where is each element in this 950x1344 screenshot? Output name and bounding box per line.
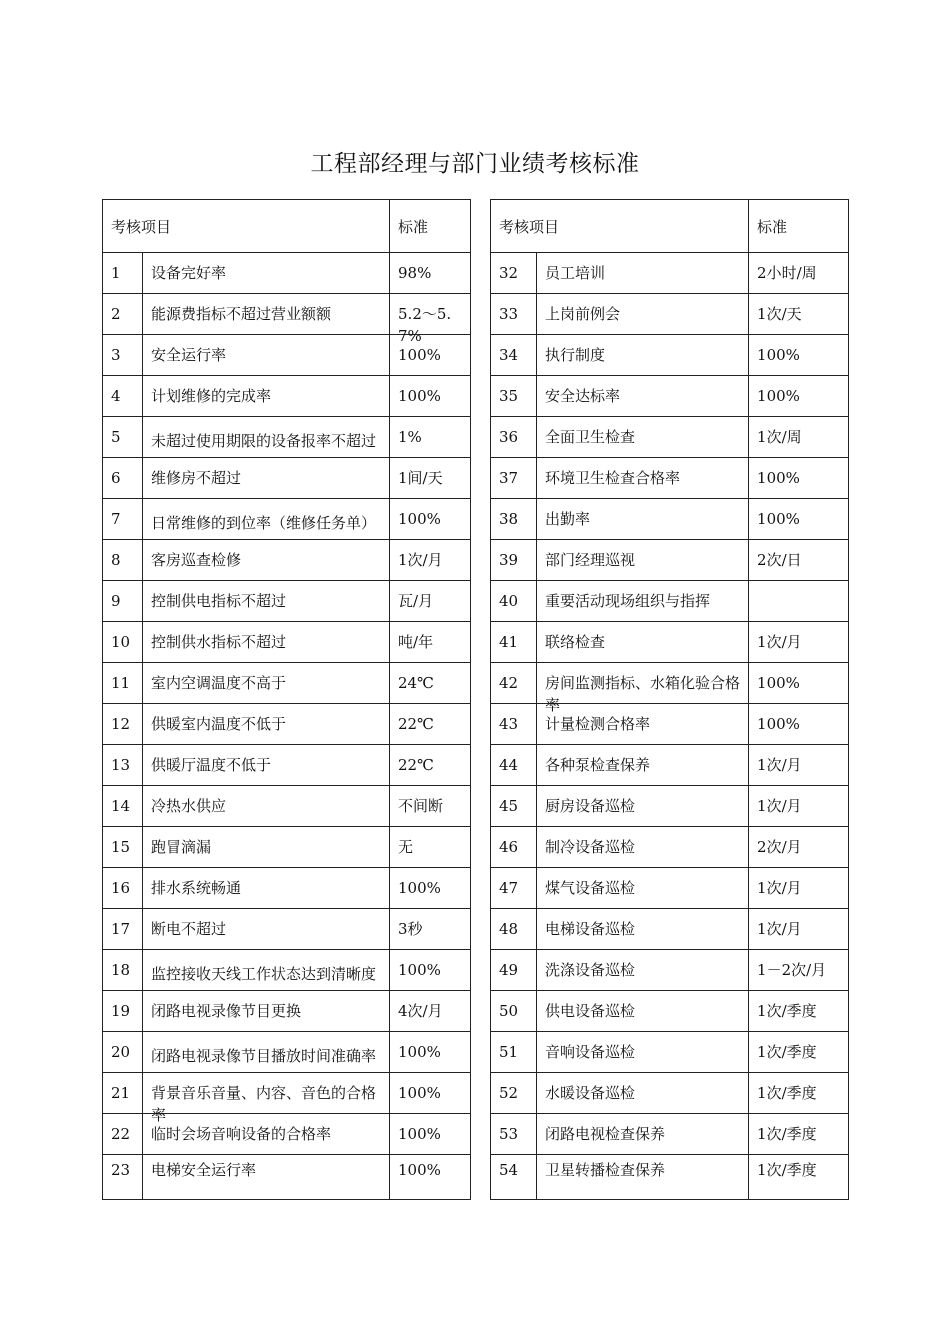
row-left-standard-text: 100%	[398, 961, 441, 979]
row-left-number	[103, 622, 143, 663]
row-left-item-text: 背景音乐音量、内容、音色的合格率	[151, 1084, 377, 1124]
row-right-number	[491, 499, 537, 540]
row-right-item	[537, 540, 749, 581]
row-right-item-text: 上岗前例会	[545, 305, 621, 323]
row-left-number	[103, 376, 143, 417]
row-left-item-text: 未超过使用期限的设备报率不超过	[151, 432, 377, 450]
row-right-standard-text: 1次/季度	[757, 1125, 817, 1143]
row-left-number-text: 3	[111, 346, 121, 364]
row-right-standard-text: 100%	[757, 510, 800, 528]
row-right-standard-text: 1次/周	[757, 428, 802, 446]
row-right-number	[491, 376, 537, 417]
row-left-number	[103, 581, 143, 622]
row-right-item-text: 闭路电视检查保养	[545, 1125, 666, 1143]
row-left-standard-text: 100%	[398, 879, 441, 897]
row-right-number-text: 47	[499, 879, 519, 897]
row-left-standard-text: 吨/年	[398, 633, 434, 651]
row-right-item-text: 部门经理巡视	[545, 551, 636, 569]
row-right-standard	[749, 909, 849, 950]
row-right-standard-text: 1次/季度	[757, 1161, 817, 1179]
row-right-item	[537, 1155, 749, 1200]
row-left-standard-text: 1%	[398, 428, 422, 446]
row-right-item	[537, 622, 749, 663]
row-right-item-text: 联络检查	[545, 633, 606, 651]
row-left-number-text: 18	[111, 961, 131, 979]
row-right-number-text: 32	[499, 264, 519, 282]
row-right-item	[537, 991, 749, 1032]
row-left-standard	[390, 622, 471, 663]
row-right-item-text: 员工培训	[545, 264, 606, 282]
row-right-number	[491, 704, 537, 745]
row-right-number	[491, 1155, 537, 1200]
row-left-standard	[390, 1073, 471, 1114]
row-left-number-text: 7	[111, 510, 121, 528]
row-left-number	[103, 950, 143, 991]
row-left-number-text: 8	[111, 551, 121, 569]
row-left-item	[143, 786, 390, 827]
row-right-item	[537, 1073, 749, 1114]
row-right-number-text: 33	[499, 305, 519, 323]
row-right-number	[491, 1073, 537, 1114]
row-left-item-text: 供暖厅温度不低于	[151, 756, 272, 774]
row-right-standard-text: 100%	[757, 674, 800, 692]
row-left-item-text: 日常维修的到位率（维修任务单）	[151, 514, 377, 532]
row-left-item	[143, 909, 390, 950]
row-right-number-text: 51	[499, 1043, 519, 1061]
row-left-standard	[390, 868, 471, 909]
row-right-number	[491, 991, 537, 1032]
row-right-standard-text: 1次/月	[757, 756, 802, 774]
row-right-standard-text: 100%	[757, 469, 800, 487]
row-left-standard-text: 5.2～5.7%	[398, 305, 452, 345]
row-left-number	[103, 1155, 143, 1200]
row-left-item	[143, 458, 390, 499]
row-right-number-text: 39	[499, 551, 519, 569]
row-left-item-text: 控制供水指标不超过	[151, 633, 287, 651]
row-left-number-text: 5	[111, 428, 121, 446]
row-left-standard-text: 3秒	[398, 920, 423, 938]
row-left-standard-text: 100%	[398, 1084, 441, 1102]
row-left-item	[143, 294, 390, 335]
row-right-number	[491, 581, 537, 622]
table-body	[103, 200, 849, 1200]
header-right-standard: 标准	[749, 200, 849, 253]
row-right-standard-text: 1次/天	[757, 305, 802, 323]
row-right-item	[537, 458, 749, 499]
row-left-standard-text: 不间断	[398, 797, 444, 815]
row-right-standard	[749, 1155, 849, 1200]
kpi-standards-table	[102, 199, 849, 1200]
row-left-standard-text: 100%	[398, 1043, 441, 1061]
row-left-item-text: 监控接收天线工作状态达到清晰度	[151, 965, 377, 983]
row-left-standard-text: 22℃	[398, 715, 434, 733]
row-right-number-text: 42	[499, 674, 519, 692]
row-right-number-text: 40	[499, 592, 519, 610]
row-left-standard-text: 无	[398, 838, 414, 856]
row-right-standard-text: 1次/月	[757, 633, 802, 651]
row-right-number	[491, 335, 537, 376]
header-left-standard: 标准	[390, 200, 471, 253]
row-right-number	[491, 786, 537, 827]
row-right-number-text: 50	[499, 1002, 519, 1020]
row-left-standard	[390, 745, 471, 786]
row-right-standard	[749, 663, 849, 704]
row-left-standard	[390, 1114, 471, 1155]
row-left-standard	[390, 991, 471, 1032]
row-right-number-text: 49	[499, 961, 519, 979]
row-right-number	[491, 1032, 537, 1073]
row-left-item-text: 冷热水供应	[151, 797, 227, 815]
row-right-item-text: 洗涤设备巡检	[545, 961, 636, 979]
row-left-number-text: 12	[111, 715, 131, 733]
row-right-item	[537, 1114, 749, 1155]
row-right-item-text: 安全达标率	[545, 387, 621, 405]
row-left-item	[143, 540, 390, 581]
row-left-standard-text: 22℃	[398, 756, 434, 774]
row-right-standard	[749, 253, 849, 294]
row-left-number	[103, 786, 143, 827]
row-right-standard	[749, 581, 849, 622]
row-left-standard-text: 100%	[398, 510, 441, 528]
row-left-item-text: 客房巡查检修	[151, 551, 242, 569]
row-left-standard	[390, 253, 471, 294]
row-right-item	[537, 581, 749, 622]
row-right-standard-text: 2次/月	[757, 838, 802, 856]
row-right-standard-text: 2小时/周	[757, 264, 817, 282]
row-right-standard-text: 1次/季度	[757, 1043, 817, 1061]
row-left-standard	[390, 1032, 471, 1073]
row-left-item	[143, 827, 390, 868]
row-left-standard-text: 100%	[398, 387, 441, 405]
row-right-item-text: 制冷设备巡检	[545, 838, 636, 856]
row-left-number	[103, 417, 143, 458]
row-right-standard-text: 1－2次/月	[757, 961, 827, 979]
row-right-number-text: 45	[499, 797, 519, 815]
row-right-standard	[749, 417, 849, 458]
row-right-standard-text: 1次/月	[757, 879, 802, 897]
row-right-item	[537, 376, 749, 417]
row-left-standard	[390, 499, 471, 540]
row-left-standard	[390, 909, 471, 950]
row-right-number-text: 46	[499, 838, 519, 856]
row-left-standard-text: 24℃	[398, 674, 434, 692]
row-right-item-text: 电梯设备巡检	[545, 920, 636, 938]
row-right-number	[491, 950, 537, 991]
row-right-item	[537, 1032, 749, 1073]
row-right-standard-text: 100%	[757, 346, 800, 364]
row-left-number-text: 1	[111, 264, 121, 282]
row-right-item	[537, 335, 749, 376]
row-left-item-text: 排水系统畅通	[151, 879, 242, 897]
row-right-number-text: 44	[499, 756, 519, 774]
row-left-number-text: 6	[111, 469, 121, 487]
row-right-standard-text: 100%	[757, 715, 800, 733]
row-left-number	[103, 827, 143, 868]
row-right-standard-text: 1次/季度	[757, 1084, 817, 1102]
row-left-item	[143, 581, 390, 622]
row-right-standard	[749, 704, 849, 745]
row-right-item	[537, 294, 749, 335]
row-right-standard	[749, 745, 849, 786]
row-right-item	[537, 499, 749, 540]
row-left-item-text: 供暖室内温度不低于	[151, 715, 287, 733]
row-right-item-text: 供电设备巡检	[545, 1002, 636, 1020]
row-left-standard-text: 瓦/月	[398, 592, 434, 610]
row-left-item	[143, 991, 390, 1032]
row-left-standard	[390, 458, 471, 499]
row-left-standard-text: 100%	[398, 1125, 441, 1143]
row-right-item-text: 水暖设备巡检	[545, 1084, 636, 1102]
row-left-number	[103, 458, 143, 499]
row-right-item	[537, 868, 749, 909]
row-right-number-text: 52	[499, 1084, 519, 1102]
row-right-number	[491, 827, 537, 868]
row-left-standard-text: 98%	[398, 264, 432, 282]
header-left-item: 考核项目	[103, 200, 390, 253]
row-right-number-text: 41	[499, 633, 519, 651]
row-right-number-text: 35	[499, 387, 519, 405]
row-left-standard	[390, 827, 471, 868]
row-right-item-text: 房间监测指标、水箱化验合格率	[545, 674, 741, 714]
row-left-item	[143, 1032, 390, 1073]
row-right-item-text: 执行制度	[545, 346, 606, 364]
row-left-number	[103, 704, 143, 745]
row-right-standard	[749, 622, 849, 663]
row-right-standard	[749, 786, 849, 827]
row-left-number-text: 21	[111, 1084, 131, 1102]
row-left-item-text: 设备完好率	[151, 264, 227, 282]
row-left-item-text: 闭路电视录像节目播放时间准确率	[151, 1047, 377, 1065]
row-left-number	[103, 909, 143, 950]
table-header-row	[103, 200, 849, 253]
row-left-item	[143, 376, 390, 417]
row-left-number	[103, 335, 143, 376]
row-left-item-text: 室内空调温度不高于	[151, 674, 287, 692]
row-right-item	[537, 786, 749, 827]
row-right-standard	[749, 1073, 849, 1114]
row-left-number	[103, 540, 143, 581]
row-right-number-text: 53	[499, 1125, 519, 1143]
row-right-item	[537, 950, 749, 991]
row-left-standard	[390, 704, 471, 745]
row-left-number	[103, 868, 143, 909]
page-title: 工程部经理与部门业绩考核标准	[310, 151, 640, 177]
row-right-item-text: 全面卫生检查	[545, 428, 636, 446]
row-left-item	[143, 868, 390, 909]
row-right-number	[491, 1114, 537, 1155]
row-right-number	[491, 417, 537, 458]
row-right-standard	[749, 376, 849, 417]
row-left-number-text: 10	[111, 633, 131, 651]
row-right-standard-text: 2次/日	[757, 551, 802, 569]
row-left-standard	[390, 950, 471, 991]
row-left-item	[143, 950, 390, 991]
row-left-number-text: 11	[111, 674, 131, 692]
row-left-number-text: 20	[111, 1043, 131, 1061]
row-right-standard	[749, 335, 849, 376]
row-right-standard	[749, 950, 849, 991]
column-gap	[471, 200, 491, 1200]
row-left-standard	[390, 540, 471, 581]
row-right-item	[537, 253, 749, 294]
row-left-item	[143, 1114, 390, 1155]
row-right-item-text: 音响设备巡检	[545, 1043, 636, 1061]
row-right-item-text: 卫星转播检查保养	[545, 1161, 666, 1179]
row-left-item	[143, 417, 390, 458]
row-left-standard-text: 1间/天	[398, 469, 443, 487]
row-left-item-text: 能源费指标不超过营业额额	[151, 305, 332, 323]
row-left-item	[143, 663, 390, 704]
row-right-standard	[749, 294, 849, 335]
row-right-item-text: 环境卫生检查合格率	[545, 469, 681, 487]
row-left-number-text: 23	[111, 1161, 131, 1179]
row-right-standard	[749, 868, 849, 909]
row-right-number	[491, 540, 537, 581]
row-right-number-text: 34	[499, 346, 519, 364]
row-left-item-text: 计划维修的完成率	[151, 387, 272, 405]
row-left-item-text: 维修房不超过	[151, 469, 242, 487]
row-right-item	[537, 663, 749, 714]
row-left-item-text: 断电不超过	[151, 920, 227, 938]
row-left-standard	[390, 663, 471, 704]
row-right-standard	[749, 458, 849, 499]
row-right-number-text: 43	[499, 715, 519, 733]
header-right-item: 考核项目	[491, 200, 749, 253]
row-left-item-text: 临时会场音响设备的合格率	[151, 1125, 332, 1143]
row-left-number	[103, 499, 143, 540]
row-left-item	[143, 253, 390, 294]
row-left-number-text: 4	[111, 387, 121, 405]
row-right-number-text: 54	[499, 1161, 519, 1179]
row-left-item-text: 跑冒滴漏	[151, 838, 212, 856]
row-left-item	[143, 1155, 390, 1200]
row-left-item	[143, 335, 390, 376]
row-left-number	[103, 1073, 143, 1114]
row-right-number	[491, 622, 537, 663]
row-left-standard-text: 1次/月	[398, 551, 443, 569]
row-right-standard-text: 1次/季度	[757, 1002, 817, 1020]
row-right-standard	[749, 991, 849, 1032]
row-right-number-text: 48	[499, 920, 519, 938]
row-left-number	[103, 663, 143, 704]
row-left-item	[143, 1073, 390, 1124]
row-left-standard-text: 100%	[398, 1161, 441, 1179]
row-left-item-text: 安全运行率	[151, 346, 227, 364]
row-right-number	[491, 458, 537, 499]
row-left-standard	[390, 581, 471, 622]
row-left-item-text: 闭路电视录像节目更换	[151, 1002, 302, 1020]
row-left-item	[143, 622, 390, 663]
row-left-standard	[390, 417, 471, 458]
row-left-standard-text: 4次/月	[398, 1002, 443, 1020]
row-right-standard	[749, 1032, 849, 1073]
row-left-standard	[390, 376, 471, 417]
row-right-item	[537, 827, 749, 868]
row-right-item	[537, 417, 749, 458]
row-right-standard	[749, 1114, 849, 1155]
row-left-standard	[390, 294, 471, 345]
row-right-standard	[749, 540, 849, 581]
row-left-number-text: 13	[111, 756, 131, 774]
row-right-item-text: 计量检测合格率	[545, 715, 651, 733]
row-left-item-text: 控制供电指标不超过	[151, 592, 287, 610]
row-left-number-text: 9	[111, 592, 121, 610]
row-left-number	[103, 1032, 143, 1073]
row-left-standard	[390, 786, 471, 827]
row-right-item	[537, 704, 749, 745]
row-left-number	[103, 1114, 143, 1155]
row-left-number-text: 16	[111, 879, 131, 897]
row-left-number-text: 2	[111, 305, 121, 323]
row-right-number	[491, 253, 537, 294]
row-left-number-text: 15	[111, 838, 131, 856]
row-right-standard-text: 100%	[757, 387, 800, 405]
row-left-number-text: 19	[111, 1002, 131, 1020]
row-right-item-text: 煤气设备巡检	[545, 879, 636, 897]
row-left-item	[143, 499, 390, 540]
row-right-item-text: 重要活动现场组织与指挥	[545, 592, 711, 610]
row-left-number	[103, 294, 143, 335]
row-left-item	[143, 704, 390, 745]
row-right-standard-text: 1次/月	[757, 920, 802, 938]
row-right-number	[491, 909, 537, 950]
row-right-item-text: 出勤率	[545, 510, 591, 528]
row-left-number	[103, 745, 143, 786]
row-right-number	[491, 868, 537, 909]
row-right-standard-text: 1次/月	[757, 797, 802, 815]
row-right-number-text: 38	[499, 510, 519, 528]
row-right-item	[537, 909, 749, 950]
row-left-number	[103, 253, 143, 294]
row-right-standard-text	[757, 590, 840, 612]
row-left-item-text: 电梯安全运行率	[151, 1161, 257, 1179]
row-left-number-text: 14	[111, 797, 131, 815]
row-left-number-text: 17	[111, 920, 131, 938]
row-right-number	[491, 745, 537, 786]
row-right-number-text: 37	[499, 469, 519, 487]
row-left-number	[103, 991, 143, 1032]
row-right-item	[537, 745, 749, 786]
row-left-number-text: 22	[111, 1125, 131, 1143]
row-right-number-text: 36	[499, 428, 519, 446]
row-left-standard	[390, 1155, 471, 1200]
row-left-standard-text: 100%	[398, 346, 441, 364]
row-right-standard	[749, 499, 849, 540]
row-right-item-text: 各种泵检查保养	[545, 756, 651, 774]
row-right-item-text: 厨房设备巡检	[545, 797, 636, 815]
row-right-standard	[749, 827, 849, 868]
row-right-number	[491, 294, 537, 335]
row-left-item	[143, 745, 390, 786]
row-right-number	[491, 663, 537, 704]
